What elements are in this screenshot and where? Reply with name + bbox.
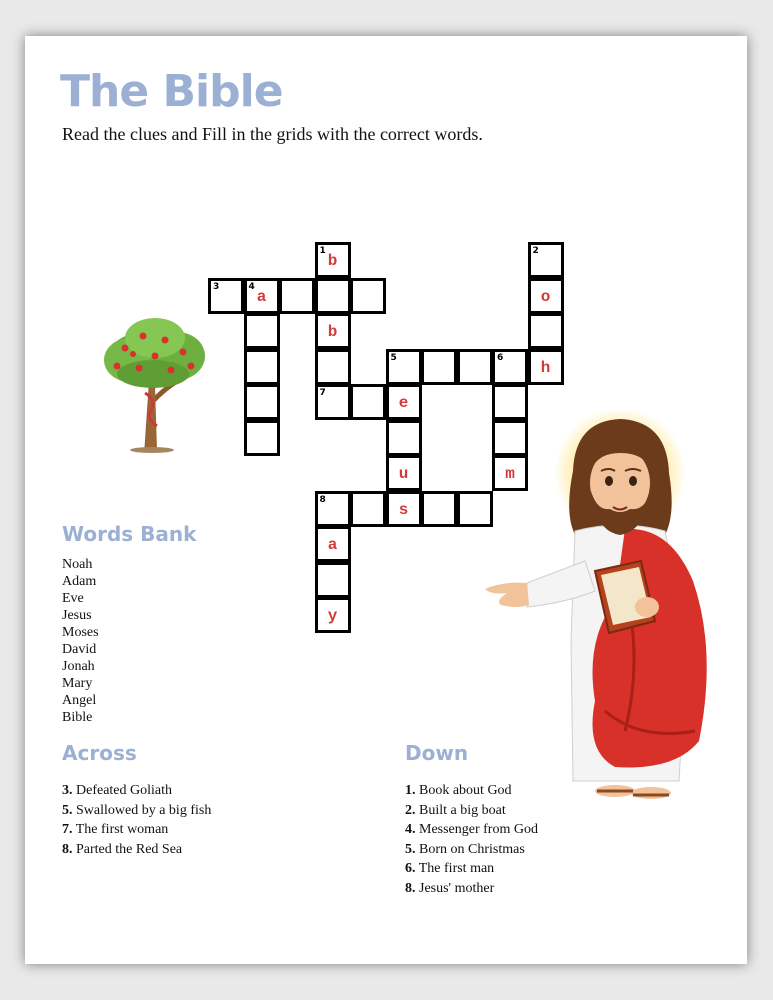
filled-letter: b [327, 323, 338, 341]
word-bank-item: Moses [62, 625, 99, 640]
clue-number: 7. [62, 822, 73, 837]
crossword-cell[interactable] [279, 278, 315, 314]
crossword-cell[interactable] [421, 491, 457, 527]
crossword-cell[interactable] [386, 420, 422, 456]
crossword-cell[interactable] [315, 349, 351, 385]
clue-item [405, 820, 538, 840]
crossword-cell[interactable] [350, 278, 386, 314]
clue-text: Born on Christmas [415, 841, 525, 857]
clue-item [405, 879, 538, 899]
filled-letter: h [540, 358, 551, 377]
clue-item [405, 840, 538, 860]
clue-item [62, 840, 211, 860]
filled-letter: y [327, 607, 338, 625]
clue-text: Built a big boat [415, 802, 506, 818]
clue-number: 6 [497, 352, 504, 363]
clue-number: 2. [405, 802, 416, 818]
clue-number: 8 [319, 494, 326, 505]
clue-number: 5. [405, 841, 416, 857]
clue-text: Jesus' mother [415, 880, 495, 896]
filled-letter: a [256, 287, 267, 306]
crossword-cell[interactable] [528, 349, 564, 385]
word-bank-item: Jesus [62, 608, 92, 623]
word-bank-item: Noah [62, 557, 93, 572]
clue-number: 4 [248, 281, 255, 292]
crossword-cell[interactable] [492, 349, 528, 385]
crossword-cell[interactable] [315, 313, 351, 349]
filled-letter: a [327, 536, 338, 554]
crossword-cell[interactable] [315, 491, 351, 527]
jesus-with-book-illustration [455, 411, 725, 806]
crossword-cell[interactable] [315, 384, 351, 420]
crossword-cell[interactable] [244, 420, 280, 456]
crossword-cell[interactable] [244, 278, 280, 314]
word-bank-item: Eve [62, 591, 84, 606]
clue-text: Book about God [415, 783, 512, 798]
across-clue-list [62, 781, 211, 859]
clue-number: 7 [319, 388, 326, 398]
crossword-cell[interactable] [315, 242, 351, 278]
crossword-cell[interactable] [315, 526, 351, 562]
word-bank-item: Angel [62, 693, 97, 708]
filled-letter: o [540, 287, 551, 306]
crossword-cell[interactable] [350, 384, 386, 420]
clue-text: Swallowed by a big fish [72, 802, 212, 818]
clue-text: Messenger from God [415, 822, 538, 837]
words-bank-list [62, 556, 99, 726]
clue-number: 3. [62, 783, 73, 798]
clue-item [62, 820, 211, 840]
crossword-cell[interactable] [386, 491, 422, 527]
crossword-cell[interactable] [350, 491, 386, 527]
clue-text: Parted the Red Sea [72, 841, 183, 857]
clue-number: 5. [62, 802, 73, 818]
apple-tree-icon [95, 308, 215, 453]
crossword-cell[interactable] [528, 242, 564, 278]
crossword-cell[interactable] [386, 349, 422, 385]
filled-letter: m [505, 465, 515, 483]
across-heading: Across [62, 741, 137, 765]
clue-number: 1 [319, 246, 326, 256]
clue-text: The first woman [72, 822, 169, 837]
word-bank-item: Jonah [62, 659, 95, 674]
down-heading: Down [405, 741, 469, 765]
crossword-cell[interactable] [386, 384, 422, 420]
clue-number: 1. [405, 783, 416, 798]
crossword-cell[interactable] [421, 349, 457, 385]
clue-number: 5 [390, 352, 397, 363]
crossword-cell[interactable] [528, 278, 564, 314]
crossword-cell[interactable] [244, 349, 280, 385]
words-bank-heading: Words Bank [62, 522, 197, 546]
clue-item [62, 781, 211, 801]
crossword-cell[interactable] [315, 562, 351, 598]
clue-item [62, 801, 211, 821]
crossword-cell[interactable] [386, 455, 422, 491]
page-title: The Bible [60, 66, 283, 117]
clue-text: Defeated Goliath [72, 783, 173, 798]
filled-letter: b [327, 252, 338, 270]
clue-number: 3 [213, 281, 220, 292]
word-bank-item: Mary [62, 676, 93, 691]
worksheet-page [25, 36, 747, 964]
clue-item [405, 859, 538, 879]
crossword-cell[interactable] [457, 349, 493, 385]
crossword-cell[interactable] [315, 597, 351, 633]
clue-number: 8. [405, 880, 416, 896]
clue-number: 2 [532, 246, 539, 256]
word-bank-item: David [62, 642, 97, 657]
crossword-cell[interactable] [208, 278, 244, 314]
clue-text: The first man [415, 861, 495, 876]
crossword-cell[interactable] [244, 384, 280, 420]
crossword-cell[interactable] [528, 313, 564, 349]
filled-letter: e [398, 394, 409, 412]
word-bank-item: Bible [62, 710, 93, 725]
filled-letter: s [398, 500, 409, 519]
filled-letter: u [398, 465, 409, 483]
clue-number: 6. [405, 861, 416, 876]
crossword-cell[interactable] [315, 278, 351, 314]
word-bank-item: Adam [62, 574, 97, 589]
clue-number: 4. [405, 822, 416, 837]
crossword-cell[interactable] [244, 313, 280, 349]
instructions: Read the clues and Fill in the grids with the correct words. [62, 124, 483, 144]
clue-number: 8. [62, 841, 73, 857]
